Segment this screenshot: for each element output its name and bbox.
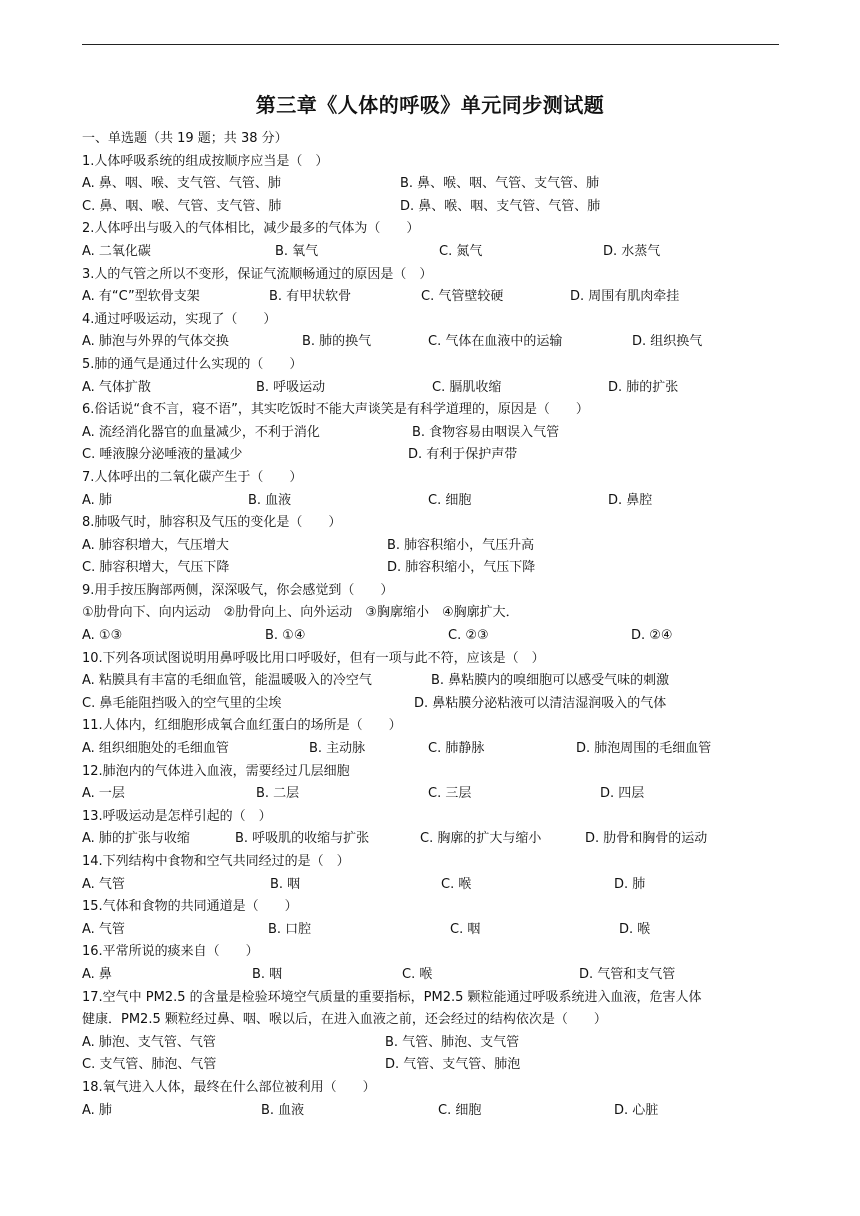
option-b: B. 肺的换气	[302, 334, 372, 350]
option-b: B. ①④	[265, 628, 306, 644]
option-d: D. 喉	[619, 921, 651, 937]
option-row	[82, 783, 782, 806]
option-row	[82, 919, 782, 942]
option-c: C. 气体在血液中的运输	[428, 334, 563, 350]
option-b: B. 二层	[256, 786, 300, 802]
question-list	[82, 128, 782, 1122]
option-a: A. 一层	[82, 786, 125, 802]
option-row	[82, 625, 782, 648]
question-stem: 5.肺的通气是通过什么实现的（ ）	[82, 356, 303, 372]
option-a: A. 肺	[82, 492, 112, 508]
header-rule	[82, 44, 779, 45]
option-a: A. 肺的扩张与收缩	[82, 831, 190, 847]
option-d: D. 鼻粘膜分泌粘液可以清洁湿润吸入的气体	[414, 695, 667, 711]
option-c: C. 鼻、咽、喉、气管、支气管、肺	[82, 198, 282, 214]
question-stem: 7.人体呼出的二氧化碳产生于（ ）	[82, 469, 303, 485]
option-a: A. 肺	[82, 1102, 112, 1118]
option-d: D. 鼻腔	[608, 492, 653, 508]
question-stem: 14.下列结构中食物和空气共同经过的是（ ）	[82, 854, 350, 869]
question-statements: ①肋骨向下、向内运动 ②肋骨向上、向外运动 ③胸廓缩小 ④胸廓扩大．	[82, 605, 519, 621]
question-stem: 1.人体呼吸系统的组成按顺序应当是（ ）	[82, 153, 329, 169]
option-c: C. ②③	[448, 628, 489, 644]
option-row	[82, 557, 782, 580]
question-stem: 2.人体呼出与吸入的气体相比，减少最多的气体为（ ）	[82, 221, 420, 237]
question-stem: 10.下列各项试图说明用鼻呼吸比用口呼吸好，但有一项与此不符，应该是（ ）	[82, 650, 545, 666]
option-row	[82, 1054, 782, 1077]
option-d: D. 鼻、喉、咽、支气管、气管、肺	[400, 198, 601, 214]
option-row	[82, 693, 782, 716]
option-c: C. 咽	[450, 921, 481, 937]
option-d: D. 肺泡周围的毛细血管	[576, 741, 712, 757]
option-c: C. 氮气	[439, 243, 483, 259]
option-b: B. 鼻、喉、咽、气管、支气管、肺	[400, 176, 600, 192]
option-c: C. 胸廓的扩大与缩小	[420, 831, 542, 847]
question-stem-continued: 健康．PM2.5 颗粒经过鼻、咽、喉以后，在进入血液之前，还会经过的结构依次是（ ）	[82, 1012, 607, 1028]
option-c: C. 气管壁较硬	[421, 289, 504, 305]
option-c: C. 细胞	[438, 1102, 482, 1118]
question-stem: 11.人体内，红细胞形成氧合血红蛋白的场所是（ ）	[82, 718, 402, 734]
question-stem: 17.空气中 PM2.5 的含量是检验环境空气质量的重要指标，PM2.5 颗粒能通过呼吸系统进入血液，危害人体	[82, 989, 702, 1005]
option-a: A. 粘膜具有丰富的毛细血管，能温暖吸入的冷空气	[82, 673, 372, 689]
option-row	[82, 331, 782, 354]
question-stem: 4.通过呼吸运动，实现了（ ）	[82, 311, 277, 327]
option-b: B. 呼吸运动	[256, 379, 326, 395]
option-d: D. 周围有肌肉牵挂	[570, 289, 680, 305]
option-b: B. 气管、肺泡、支气管	[385, 1034, 520, 1050]
option-a: A. ①③	[82, 628, 123, 644]
option-d: D. 四层	[600, 786, 645, 802]
option-a: A. 鼻	[82, 966, 112, 982]
option-c: C. 支气管、肺泡、气管	[82, 1057, 217, 1073]
option-a: A. 气体扩散	[82, 379, 151, 395]
option-row	[82, 377, 782, 400]
question-stem: 9.用手按压胸部两侧，深深吸气，你会感觉到（ ）	[82, 582, 394, 598]
option-row	[82, 286, 782, 309]
option-c: C. 喉	[402, 966, 433, 982]
option-d: D. 水蒸气	[603, 243, 661, 259]
option-d: D. 气管、支气管、肺泡	[385, 1057, 521, 1073]
option-a: A. 组织细胞处的毛细血管	[82, 741, 229, 757]
option-a: A. 流经消化器官的血量减少，不利于消化	[82, 424, 320, 440]
option-b: B. 血液	[261, 1102, 305, 1118]
option-c: C. 唾液腺分泌唾液的量减少	[82, 447, 243, 463]
option-a: A. 肺容积增大，气压增大	[82, 537, 229, 553]
option-row	[82, 196, 782, 219]
option-d: D. 肺	[614, 876, 646, 892]
option-b: B. 血液	[248, 492, 292, 508]
question-stem: 12.肺泡内的气体进入血液，需要经过几层细胞	[82, 763, 350, 779]
page-title: 第三章《人体的呼吸》单元同步测试题	[255, 93, 605, 117]
option-c: C. 肺容积增大，气压下降	[82, 560, 230, 576]
option-c: C. 喉	[441, 876, 472, 892]
option-d: D. 肺容积缩小，气压下降	[387, 560, 536, 576]
option-row	[82, 490, 782, 513]
option-row	[82, 670, 782, 693]
option-a: A. 气管	[82, 876, 125, 892]
option-d: D. 肋骨和胸骨的运动	[585, 831, 708, 847]
question-stem: 3.人的气管之所以不变形，保证气流顺畅通过的原因是（ ）	[82, 266, 433, 282]
option-row	[82, 828, 782, 851]
option-row	[82, 1032, 782, 1055]
option-row	[82, 738, 782, 761]
option-b: B. 肺容积缩小，气压升高	[387, 537, 535, 553]
question-stem: 8.肺吸气时，肺容积及气压的变化是（ ）	[82, 515, 342, 531]
option-b: B. 口腔	[268, 921, 312, 937]
option-c: C. 细胞	[428, 492, 472, 508]
option-row	[82, 1100, 782, 1123]
option-b: B. 咽	[270, 876, 301, 892]
option-row	[82, 444, 782, 467]
option-a: A. 有“C”型软骨支架	[82, 289, 200, 305]
option-row	[82, 173, 782, 196]
option-d: D. 心脏	[614, 1102, 659, 1118]
option-row	[82, 422, 782, 445]
option-b: B. 主动脉	[309, 741, 366, 757]
option-a: A. 二氧化碳	[82, 243, 151, 259]
question-stem: 18.氧气进入人体，最终在什么部位被利用（ ）	[82, 1079, 376, 1095]
option-d: D. 肺的扩张	[608, 379, 679, 395]
option-c: C. 肺静脉	[428, 741, 485, 757]
option-c: C. 三层	[428, 786, 472, 802]
option-b: B. 呼吸肌的收缩与扩张	[235, 831, 370, 847]
option-d: D. 有利于保护声带	[408, 447, 518, 463]
option-row	[82, 535, 782, 558]
option-a: A. 肺泡与外界的气体交换	[82, 334, 229, 350]
option-d: D. 组织换气	[632, 334, 703, 350]
question-stem: 6.俗话说“食不言，寝不语”，其实吃饭时不能大声谈笑是有科学道理的，原因是（ ）	[82, 402, 589, 418]
option-b: B. 咽	[252, 966, 283, 982]
option-a: A. 鼻、咽、喉、支气管、气管、肺	[82, 176, 281, 192]
option-c: C. 鼻毛能阻挡吸入的空气里的尘埃	[82, 695, 282, 711]
option-c: C. 膈肌收缩	[432, 379, 502, 395]
question-stem: 16.平常所说的痰来自（ ）	[82, 944, 259, 960]
option-b: B. 氧气	[275, 243, 319, 259]
option-d: D. ②④	[631, 628, 673, 644]
option-b: B. 有甲状软骨	[269, 289, 352, 305]
option-row	[82, 241, 782, 264]
option-b: B. 食物容易由咽误入气管	[412, 424, 560, 440]
option-row	[82, 874, 782, 897]
option-a: A. 肺泡、支气管、气管	[82, 1034, 216, 1050]
question-stem: 13.呼吸运动是怎样引起的（ ）	[82, 808, 272, 824]
option-d: D. 气管和支气管	[579, 966, 676, 982]
option-a: A. 气管	[82, 921, 125, 937]
section-heading: 一、单选题（共 19 题；共 38 分）	[82, 131, 288, 146]
question-stem: 15.气体和食物的共同通道是（ ）	[82, 899, 298, 915]
option-b: B. 鼻粘膜内的嗅细胞可以感受气味的刺激	[431, 673, 670, 689]
option-row	[82, 964, 782, 987]
